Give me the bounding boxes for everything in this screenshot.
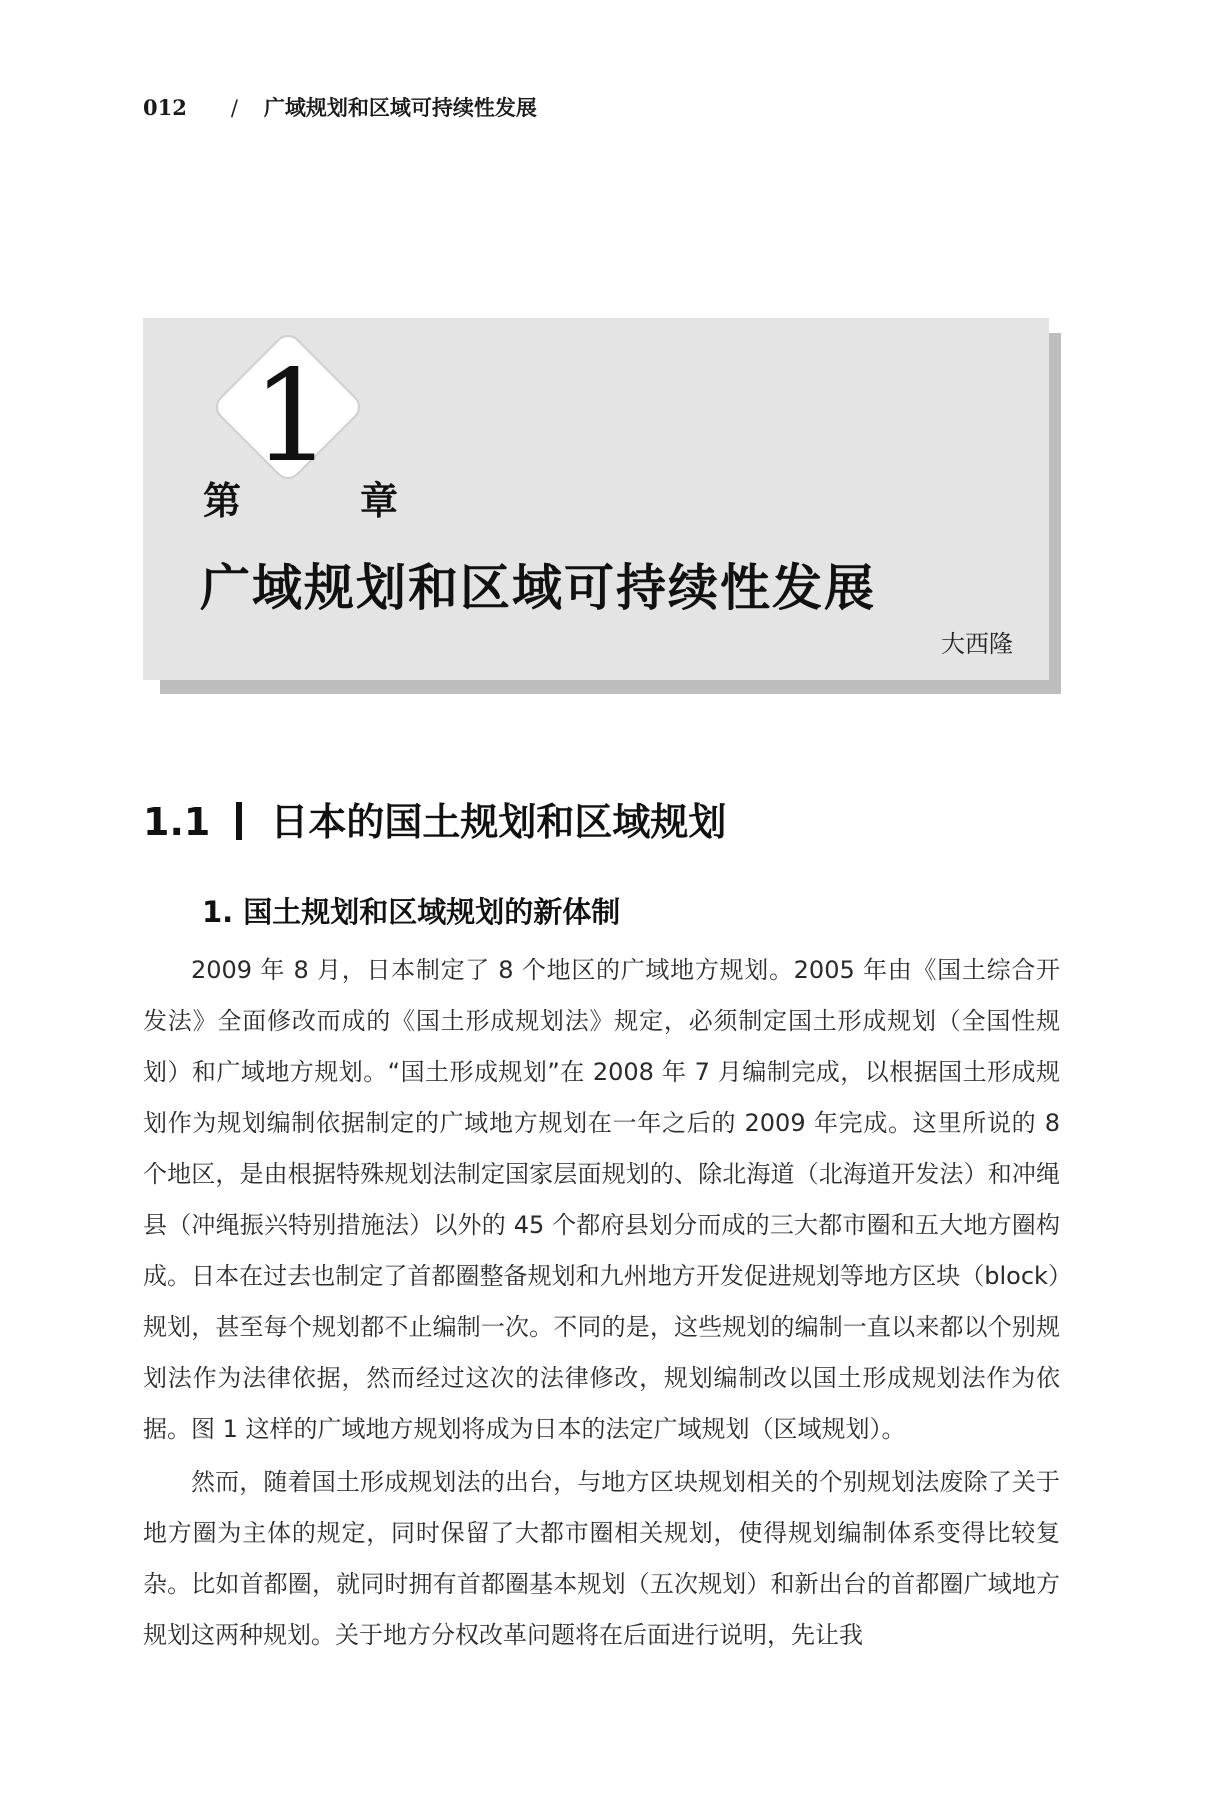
body-text: [143, 945, 1060, 1661]
paragraph: 然而，随着国土形成规划法的出台，与地方区块规划相关的个别规划法废除了关于地方圈为主体的规定，同时保留了大都市圈相关规划，使得规划编制体系变得比较复杂。比如首都圈，就同时拥有首都圈基本规划（五次规划）和新出台的首都圈广域地方规划这两种规划。关于地方分权改革问题将在后面进行说明，先让我: [143, 1468, 1060, 1649]
chapter-suffix: 章: [360, 478, 399, 523]
running-book-title: 广域规划和区域可持续性发展: [263, 95, 537, 120]
header-separator: /: [230, 96, 238, 120]
subsection-title: 1. 国土规划和区域规划的新体制: [202, 895, 621, 929]
chapter-title: 广域规划和区域可持续性发展: [200, 558, 876, 617]
running-header: [143, 92, 537, 122]
section-title: 日本的国土规划和区域规划: [270, 800, 727, 844]
paragraph: 2009 年 8 月，日本制定了 8 个地区的广域地方规划。2005 年由《国土综合开发法》全面修改而成的《国土形成规划法》规定，必须制定国土形成规划（全国性规划）和广域地方规划。“国土形成规划”在 2008 年 7 月编制完成，以根据国土形成规划作为规划编制依据制定的广域地方规划在一年之后的 2009 年完成。这里所说的 8 个地区，是由根据特殊规划法制定国家层面规划的、除北海道（北海道开发法）和冲绳县（冲绳振兴特别措施法）以外的 45 个都府县划分而成的三大都市圈和五大地方圈构成。日本在过去也制定了首都圈整备规划和九州地方开发促进规划等地方区块（block）规划，甚至每个规划都不止编制一次。不同的是，这些规划的编制一直以来都以个别规划法作为法律依据，然而经过这次的法律修改，规划编制改以国土形成规划法作为依据。图 1 这样的广域地方规划将成为日本的法定广域规划（区域规划）。: [143, 956, 1060, 1443]
section-divider-bar: [236, 802, 242, 840]
section-heading: [143, 791, 726, 846]
chapter-prefix: 第: [203, 478, 242, 523]
section-number: 1.1: [143, 800, 211, 844]
page-number: 012: [143, 95, 187, 120]
chapter-number: 1: [252, 343, 333, 490]
chapter-author: 大西隆: [941, 630, 1013, 658]
